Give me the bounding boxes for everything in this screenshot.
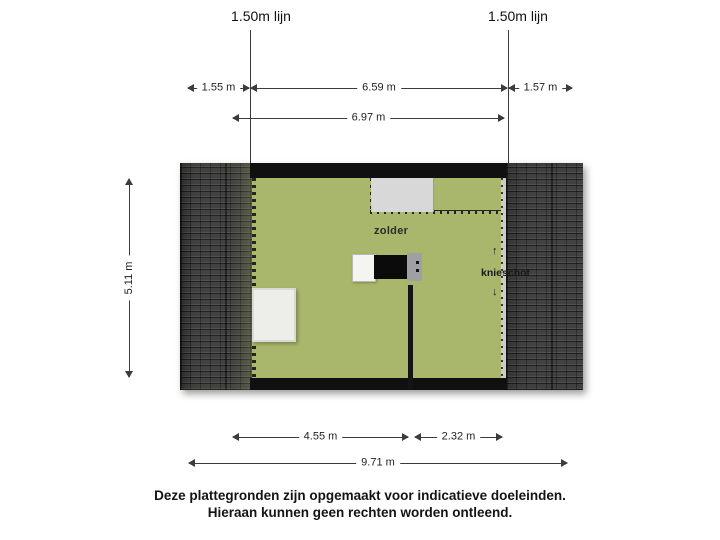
- headroom-line-label-right: 1.50m lijn: [488, 8, 548, 24]
- dim-label: 1.57 m: [519, 82, 563, 95]
- dim-label: 2.32 m: [437, 431, 481, 444]
- arrow-right-icon: [566, 84, 573, 92]
- arrow-left-icon: [232, 433, 239, 441]
- disclaimer: [0, 487, 720, 521]
- kneewall-arrow-up-icon: ↑: [492, 245, 498, 257]
- arrow-left-icon: [250, 84, 257, 92]
- dim-label: 9.71 m: [356, 457, 400, 470]
- staircase: [371, 178, 434, 212]
- partition-wall: [408, 285, 413, 390]
- kneewall-label: knieschot: [481, 267, 531, 279]
- wall-top: [250, 163, 506, 178]
- dim-top-total: [232, 111, 505, 125]
- room-label: zolder: [374, 225, 409, 237]
- knob-icon: [416, 261, 419, 264]
- disclaimer-line-2: Hieraan kunnen geen rechten worden ontleend.: [207, 505, 513, 520]
- arrow-left-icon: [414, 433, 421, 441]
- arrow-right-icon: [561, 459, 568, 467]
- knob-icon: [416, 269, 419, 272]
- arrow-left-icon: [187, 84, 194, 92]
- dim-left-height: [122, 178, 136, 378]
- arrow-right-icon: [501, 84, 508, 92]
- headroom-refline-left: [250, 30, 251, 163]
- headroom-refline-right: [508, 30, 509, 163]
- dim-bottom-right: [414, 430, 503, 444]
- arrow-right-icon: [402, 433, 409, 441]
- arrow-left-icon: [232, 114, 239, 122]
- arrow-up-icon: [125, 178, 133, 185]
- dim-label: 6.97 m: [347, 112, 391, 125]
- kneewall-line-left: [252, 178, 256, 378]
- kneewall-arrow-down-icon: ↓: [492, 286, 498, 298]
- floorplan: [180, 163, 583, 390]
- dim-label: 5.11 m: [123, 256, 135, 301]
- roof-slope-left: [180, 163, 252, 390]
- arrow-right-icon: [243, 84, 250, 92]
- dim-top-middle: [250, 81, 508, 95]
- headroom-line-label-left: 1.50m lijn: [231, 8, 291, 24]
- dim-top-right: [508, 81, 573, 95]
- dim-label: 6.59 m: [357, 82, 401, 95]
- dim-label: 1.55 m: [197, 82, 241, 95]
- appliance-boiler: [407, 253, 422, 281]
- wall-bottom: [250, 378, 506, 390]
- arrow-right-icon: [498, 114, 505, 122]
- disclaimer-line-1: Deze plattegronden zijn opgemaakt voor indicatieve doeleinden.: [154, 488, 566, 503]
- arrow-right-icon: [496, 433, 503, 441]
- appliance-washer: [352, 254, 376, 282]
- arrow-left-icon: [508, 84, 515, 92]
- dim-bottom-left: [232, 430, 409, 444]
- arrow-down-icon: [125, 371, 133, 378]
- arrow-left-icon: [188, 459, 195, 467]
- furniture-cabinet: [252, 288, 296, 342]
- dim-top-left: [187, 81, 250, 95]
- dim-label: 4.55 m: [299, 431, 343, 444]
- appliance-unit: [374, 255, 407, 279]
- dim-bottom-total: [188, 456, 568, 470]
